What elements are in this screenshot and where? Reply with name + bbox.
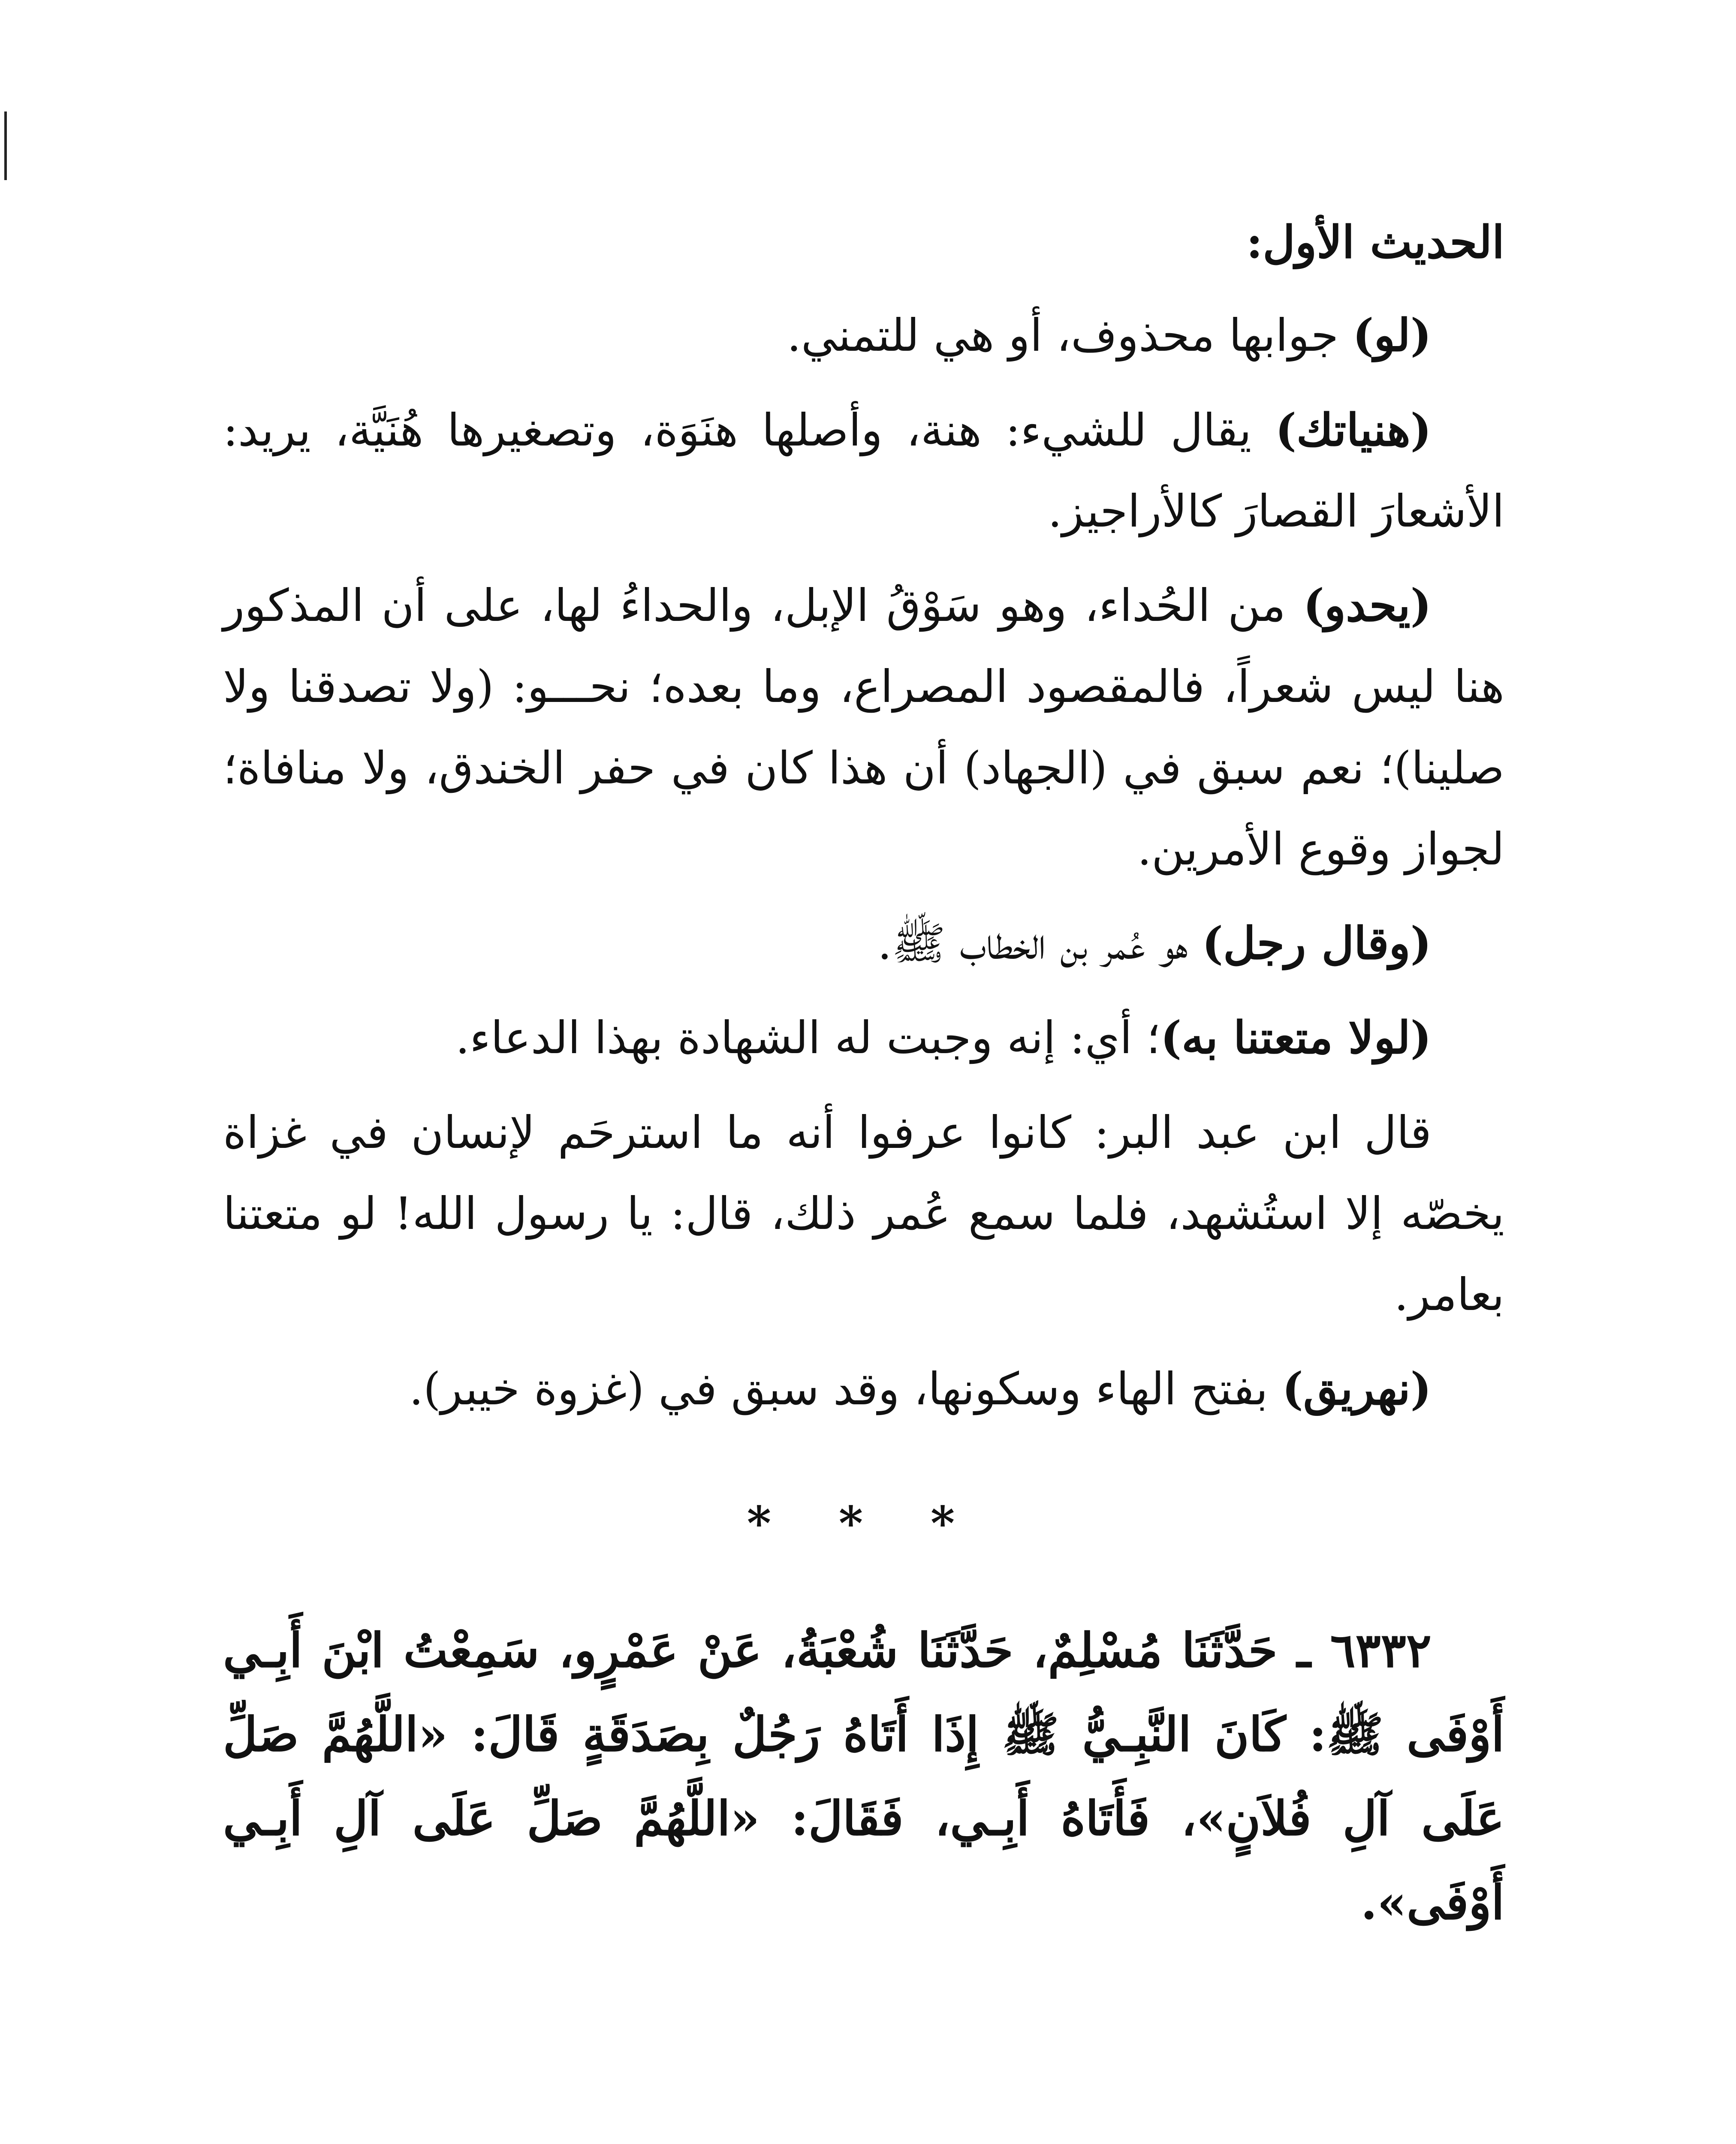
- commentary-paragraph: [223, 389, 1504, 552]
- commentary-text: بفتح الهاء وسكونها، وقد سبق في (غزوة خيبر).: [409, 1363, 1282, 1415]
- hadith-text: ٦٣٣٢ ـ حَدَّثَنَا مُسْلِمٌ، حَدَّثَنَا شُعْبَةُ، عَنْ عَمْرٍو، سَمِعْتُ ابْنَ أَبِـي أَوْفَى ﷺ: كَانَ النَّبِـيُّ ﷺ إِذَا أَتَاهُ رَجُلٌ بِصَدَقَةٍ قَالَ: «اللَّهُمَّ صَلِّ عَلَى آلِ فُلاَنٍ»، فَأَتَاهُ أَبِـي، فَقَالَ: «اللَّهُمَّ صَلِّ عَلَى آلِ أَبِـي أَوْفَى».: [223, 1623, 1504, 1930]
- margin-scan-mark: [4, 111, 7, 180]
- commentary-paragraph: [223, 295, 1504, 376]
- commentary-paragraph: [223, 997, 1504, 1078]
- commentary-term: (نهريق): [1282, 1362, 1432, 1415]
- commentary-paragraph: [223, 903, 1504, 984]
- commentary-term: (يحدو): [1303, 579, 1432, 632]
- commentary-term: (لولا متعتنا به): [1160, 1011, 1432, 1064]
- commentary-paragraph: [223, 565, 1504, 890]
- page-body: [223, 202, 1504, 1944]
- commentary-term: (وقال رجل): [1202, 917, 1432, 970]
- commentary-text: قال ابن عبد البر: كانوا عرفوا أنه ما استرحَم لإنسان في غزاة يخصّه إلا استُشهد، فلما سمع عُمر ذلك، قال: يا رسول الله! لو متعتنا بعامر.: [223, 1106, 1504, 1321]
- commentary-paragraph: [223, 1348, 1504, 1430]
- commentary-text: ؛ أي: إنه وجبت له الشهادة بهذا الدعاء.: [455, 1012, 1161, 1064]
- commentary-text: جوابها محذوف، أو هي للتمني.: [787, 309, 1353, 362]
- commentary-text: هو عُمر بن الخطاب ﷺ.: [877, 917, 1202, 970]
- commentary-term: (هنياتك): [1275, 403, 1432, 456]
- commentary-paragraph: [223, 1092, 1504, 1336]
- section-separator: * * *: [747, 1496, 981, 1551]
- commentary-text: من الحُداء، وهو سَوْقُ الإبل، والحداءُ لها، على أن المذكور هنا ليس شعراً، فالمقصود المصراع، وما بعده؛ نحـــو: (ولا تصدقنا ولا صلينا)؛ نعم سبق في (الجهاد) أن هذا كان في حفر الخندق، ولا منافاة؛ لجواز وقوع الأمرين.: [223, 579, 1504, 875]
- section-heading: الحديث الأول:: [1246, 216, 1504, 268]
- commentary-text: يقال للشيء: هنة، وأصلها هنَوَة، وتصغيرها هُنَيَّة، يريد: الأشعارَ القصارَ كالأراجيز.: [223, 404, 1504, 537]
- commentary-term: (لو): [1353, 309, 1432, 362]
